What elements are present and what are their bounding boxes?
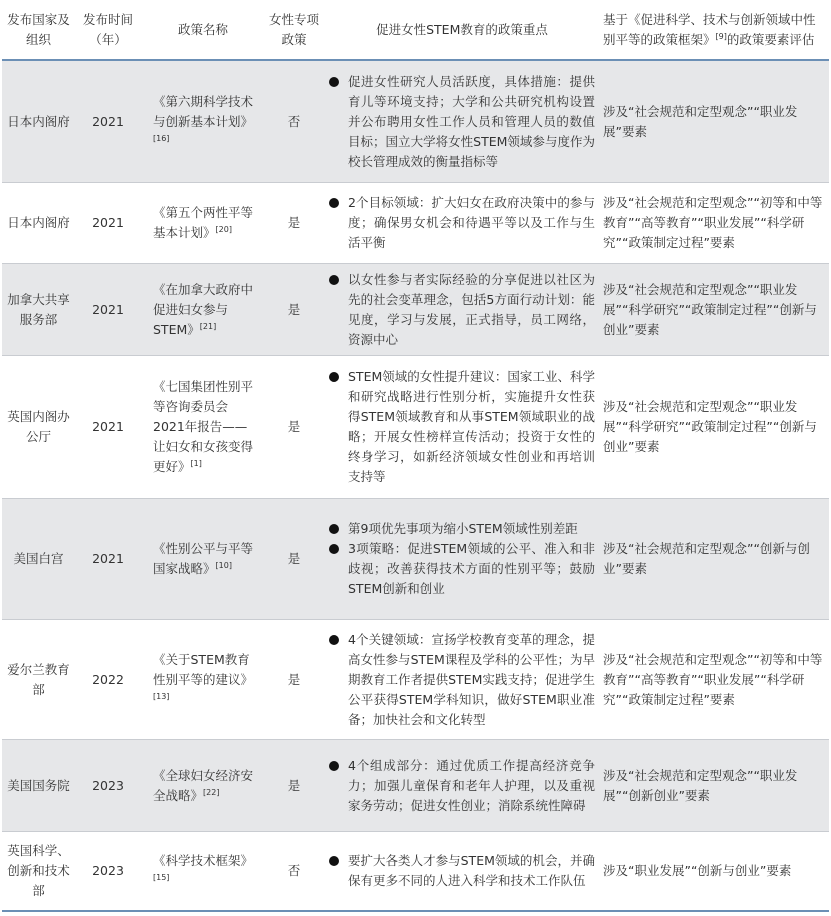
- table-row: [2, 264, 829, 356]
- policy-name-cell: [141, 264, 265, 355]
- year-cell: 2023: [92, 777, 124, 793]
- focus-point: STEM领域的女性提升建议：国家工业、科学和研究战略进行性别分析，实施提升女性获得STEM领域教育和从事STEM领域职业的战略；开展女性榜样宣传活动；投资于女性的终身学习，如新经济领域女性创业和再培训支持等: [329, 367, 595, 487]
- reference-marker: [10]: [215, 560, 232, 570]
- evaluation-cell: 涉及“社会规范和定型观念”“职业发展”要素: [603, 103, 798, 139]
- focus-point: 2个目标领域：扩大妇女在政府决策中的参与度；确保男女机会和待遇平等以及工作与生活平衡: [329, 193, 595, 253]
- policy-name-cell: [141, 183, 265, 263]
- policy-name: 《关于STEM教育性别平等的建议》[13]: [153, 651, 254, 701]
- org-cell: 美国白宫: [13, 551, 64, 566]
- focus-point: 4个组成部分：通过优质工作提高经济竞争力；加强儿童保育和老年人护理，以及重视家务劳动；促进女性创业；消除系统性障碍: [329, 756, 595, 816]
- header-female-specific: 女性专项政策: [269, 11, 320, 47]
- table-row: [2, 620, 829, 740]
- year-cell: 2021: [92, 215, 124, 230]
- stem-focus-cell: [323, 264, 599, 355]
- stem-focus-cell: [323, 499, 599, 619]
- org-cell: 加拿大共享服务部: [7, 291, 70, 327]
- evaluation-cell: 涉及“社会规范和定型观念”“职业发展”“创新创业”要素: [603, 767, 798, 803]
- bullet-dot-icon: [329, 635, 339, 645]
- policy-name-cell: [141, 740, 265, 831]
- policy-name: 《性别公平与平等国家战略》[10]: [153, 541, 254, 576]
- bullet-dot-icon: [329, 372, 339, 382]
- female-specific-cell: 否: [287, 863, 301, 878]
- policy-table: [2, 0, 829, 912]
- org-cell: 爱尔兰教育部: [7, 661, 70, 697]
- org-cell: 日本内阁府: [7, 215, 70, 230]
- org-cell: 英国内阁办公厅: [7, 409, 70, 444]
- stem-focus-cell: [323, 620, 599, 739]
- female-specific-cell: 是: [287, 419, 301, 434]
- header-evaluation: 基于《促进科学、技术与创新领域中性别平等的政策框架》[9]的政策要素评估: [603, 11, 816, 47]
- focus-point: 以女性参与者实际经验的分享促进以社区为先的社会变革理念，包括5方面行动计划：能见度，学习与发展，正式指导，员工网络，资源中心: [329, 270, 595, 350]
- table-body: [2, 61, 829, 912]
- bullet-dot-icon: [329, 544, 339, 554]
- evaluation-cell: 涉及“社会规范和定型观念”“职业发展”“科学研究”“政策制定过程”“创新与创业”要素: [603, 399, 817, 454]
- table-row: [2, 499, 829, 620]
- bullet-dot-icon: [329, 856, 339, 866]
- policy-name-cell: [141, 499, 265, 619]
- female-specific-cell: 是: [287, 301, 301, 317]
- policy-name: 《科学技术框架》[15]: [153, 853, 254, 882]
- focus-point: 要扩大各类人才参与STEM领域的机会，并确保有更多不同的人进入科学和技术工作队伍: [329, 851, 595, 891]
- stem-focus-cell: [323, 61, 599, 182]
- bullet-dot-icon: [329, 275, 339, 285]
- evaluation-cell: 涉及“社会规范和定型观念”“初等和中等教育”“高等教育”“职业发展”“科学研究”“政策制定过程”要素: [603, 195, 823, 250]
- stem-focus-cell: [323, 356, 599, 498]
- evaluation-cell: 涉及“社会规范和定型观念”“初等和中等教育”“高等教育”“职业发展”“科学研究”“政策制定过程”要素: [603, 651, 823, 707]
- year-cell: 2021: [92, 301, 124, 317]
- org-cell: 美国国务院: [7, 777, 70, 793]
- focus-point: 4个关键领域：宣扬学校教育变革的理念，提高女性参与STEM课程及学科的公平性；为早期教育工作者提供STEM实践支持；促进学生公平获得STEM学科知识，做好STEM职业准备；加快社会和文化转型: [329, 630, 595, 730]
- org-cell: 英国科学、创新和技术部: [7, 843, 70, 898]
- table-header: [2, 0, 829, 61]
- evaluation-cell: 涉及“社会规范和定型观念”“职业发展”“科学研究”“政策制定过程”“创新与创业”要素: [603, 281, 817, 337]
- evaluation-cell: 涉及“社会规范和定型观念”“创新与创业”要素: [603, 541, 810, 576]
- female-specific-cell: 是: [287, 777, 301, 793]
- reference-marker: [22]: [203, 787, 220, 797]
- bullet-dot-icon: [329, 761, 339, 771]
- focus-point: 3项策略：促进STEM领域的公平、准入和非歧视；改善获得技术方面的性别平等；鼓励STEM创新和创业: [329, 539, 595, 599]
- year-cell: 2021: [92, 113, 124, 129]
- policy-name: 《七国集团性别平等咨询委员会2021年报告——让妇女和女孩变得更好》[1]: [153, 379, 254, 474]
- reference-marker: [15]: [153, 872, 170, 882]
- org-cell: 日本内阁府: [7, 113, 70, 129]
- focus-point: 促进女性研究人员活跃度，具体措施：提供育儿等环境支持；大学和公共研究机构设置并公布聘用女性工作人员和管理人员的数值目标；国立大学将女性STEM领域参与度作为校长管理成效的衡量指标等: [329, 72, 595, 172]
- policy-name-cell: [141, 832, 265, 910]
- policy-name-cell: [141, 356, 265, 498]
- year-cell: 2023: [92, 863, 124, 878]
- bullet-dot-icon: [329, 524, 339, 534]
- reference-marker: [16]: [153, 133, 170, 143]
- female-specific-cell: 否: [287, 113, 301, 129]
- policy-name-cell: [141, 61, 265, 182]
- reference-marker: [20]: [215, 224, 232, 234]
- policy-name: 《第五个两性平等基本计划》[20]: [153, 205, 254, 240]
- female-specific-cell: 是: [287, 551, 301, 566]
- year-cell: 2021: [92, 419, 124, 434]
- policy-name: 《在加拿大政府中促进妇女参与STEM》[21]: [153, 281, 254, 337]
- female-specific-cell: 是: [287, 671, 301, 687]
- reference-marker: [21]: [199, 321, 217, 331]
- bullet-dot-icon: [329, 198, 339, 208]
- evaluation-cell: 涉及“职业发展”“创新与创业”要素: [603, 863, 792, 878]
- policy-name: 《第六期科学技术与创新基本计划》[16]: [153, 93, 254, 143]
- header-stem-focus: 促进女性STEM教育的政策重点: [376, 21, 548, 37]
- stem-focus-cell: [323, 183, 599, 263]
- table-row: [2, 740, 829, 832]
- reference-marker: [1]: [190, 458, 202, 468]
- header-org: 发布国家及组织: [7, 11, 70, 47]
- table-row: [2, 356, 829, 499]
- reference-marker: [13]: [153, 691, 170, 701]
- header-policy-name: 政策名称: [177, 21, 228, 37]
- year-cell: 2021: [92, 551, 124, 566]
- policy-name: 《全球妇女经济安全战略》[22]: [153, 767, 254, 803]
- bullet-dot-icon: [329, 77, 339, 87]
- header-year: 发布时间（年）: [82, 11, 133, 47]
- female-specific-cell: 是: [287, 215, 301, 230]
- stem-focus-cell: [323, 740, 599, 831]
- table-row: [2, 183, 829, 264]
- policy-name-cell: [141, 620, 265, 739]
- focus-point: 第9项优先事项为缩小STEM领域性别差距: [329, 519, 595, 539]
- table-row: [2, 832, 829, 912]
- stem-focus-cell: [323, 832, 599, 910]
- table-row: [2, 61, 829, 183]
- year-cell: 2022: [92, 671, 124, 687]
